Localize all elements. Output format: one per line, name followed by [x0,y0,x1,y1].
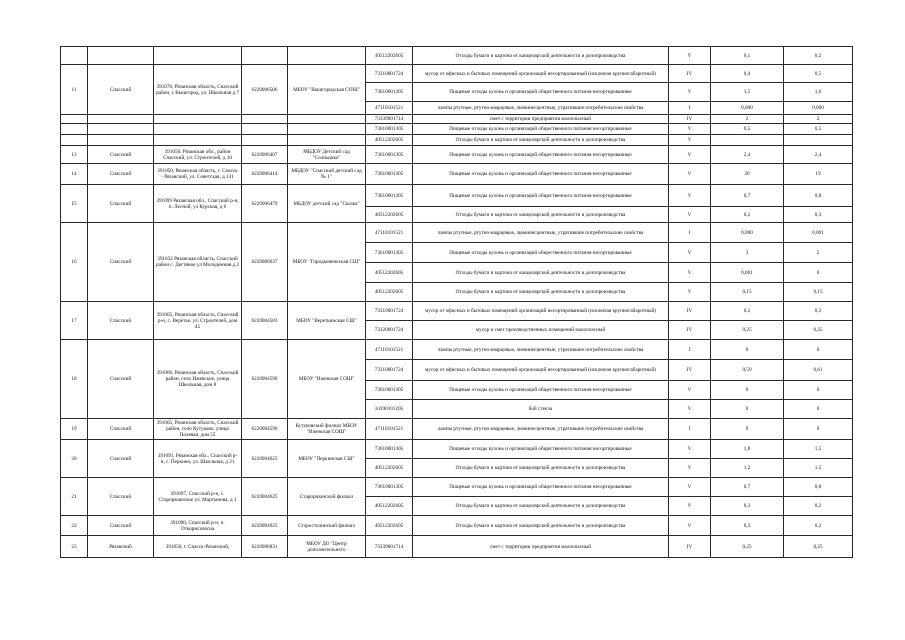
hazard-class-cell: I [669,340,711,360]
fkko-code-cell: 47110101521 [366,340,413,360]
value-1-cell: 1,5 [711,83,784,102]
hazard-class-cell: IV [669,65,711,83]
table-row [61,65,853,83]
value-2-cell: 0,5 [784,65,853,83]
district-cell [88,135,154,146]
hazard-class-cell: V [669,400,711,419]
value-2-cell: 0,25 [784,321,853,340]
waste-name-cell: Отходы бумаги и картона от канцелярской деятельности и делопроизводства [413,497,669,516]
hazard-class-cell: IV [669,321,711,340]
table-row [61,47,853,65]
waste-name-cell: лампы ртутные, ртутно-кварцевые, люминесцентные, утратившие потребительские свойства [413,419,669,440]
waste-name-cell: лампы ртутные, ртутно-кварцевые, люминесцентные, утратившие потребительские свойства [413,223,669,243]
fkko-code-cell: 40512202605 [366,135,413,146]
row-number-cell: 23 [61,536,88,558]
waste-name-cell: Отходы бумаги и картона от канцелярской деятельности и делопроизводства [413,283,669,302]
fkko-code-cell: 47110101521 [366,419,413,440]
value-1-cell: 0,25 [711,536,784,558]
fkko-code-cell: 73610001305 [366,124,413,135]
value-1-cell: 0,001 [711,263,784,283]
row-number-cell: 14 [61,164,88,185]
fkko-code-cell: 73310001724 [366,65,413,83]
value-2-cell: 0,61 [784,360,853,381]
value-1-cell: 0 [711,400,784,419]
district-cell: Спасский [88,340,154,419]
fkko-code-cell: 73610001305 [366,185,413,207]
row-number-cell: 13 [61,146,88,164]
district-cell: Спасский [88,185,154,223]
address-cell: 391032 Рязанская область, Спасский район с. Дегтяное ул Молодежная д 2 [154,223,242,302]
address-cell [154,115,242,124]
address-cell [154,47,242,65]
table-row [61,115,853,124]
fkko-code-cell: 73310001724 [366,360,413,381]
waste-name-cell: Пищевые отходы кухонь и организаций общественного питания несортированные [413,83,669,102]
fkko-code-cell: 73610001305 [366,381,413,400]
inn-cell: 6220004625 [242,440,288,478]
hazard-class-cell: V [669,381,711,400]
hazard-class-cell: V [669,164,711,185]
fkko-code-cell: 47110101521 [366,102,413,115]
fkko-code-cell: 40512202605 [366,207,413,223]
value-1-cell: 2,4 [711,146,784,164]
district-cell: Спасский [88,223,154,302]
waste-name-cell: Отходы бумаги и картона от канцелярской деятельности и делопроизводства [413,263,669,283]
inn-cell: 6220004625 [242,478,288,516]
table-row [61,164,853,185]
fkko-code-cell: 40512202605 [366,263,413,283]
waste-name-cell: Пищевые отходы кухонь и организаций общественного питания несортированные [413,243,669,263]
hazard-class-cell: V [669,497,711,516]
row-number-cell: 21 [61,478,88,516]
value-1-cell: 0,4 [711,65,784,83]
inn-cell: 6220006506 [242,65,288,115]
waste-name-cell: Отходы бумаги и картона от канцелярской деятельности и делопроизводства [413,47,669,65]
value-1-cell: 0,15 [711,283,784,302]
waste-name-cell: Пищевые отходы кухонь и организаций общественного питания несортированные [413,124,669,135]
organization-cell [288,124,366,135]
fkko-code-cell: 40512202605 [366,516,413,536]
inn-cell [242,135,288,146]
district-cell: Спасский [88,516,154,536]
value-1-cell: 0,2 [711,207,784,223]
inn-cell: 6220006479 [242,185,288,223]
inn-cell [242,47,288,65]
fkko-code-cell: 73310001724 [366,302,413,321]
waste-name-cell: бой стекла [413,400,669,419]
organization-cell: МБДОУ "Спасский детский сад № 1" [288,164,366,185]
organization-cell [288,115,366,124]
organization-cell: Кутуковский филиал МБОУ "Ижевская СОШ" [288,419,366,440]
value-2-cell: 0,2 [784,497,853,516]
row-number-cell: 19 [61,419,88,440]
value-1-cell: 0,25 [711,321,784,340]
row-number-cell [61,47,88,65]
table-row [61,340,853,360]
hazard-class-cell: V [669,283,711,302]
inn-cell: 6220006831 [242,536,288,558]
waste-name-cell: лампы ртутные, ртутно-кварцевые, люминесцентные, утратившие потребительские свойства [413,340,669,360]
address-cell: 391050, Рязанская область, г. Спасск - Рязанский, ул. Советская, д 131 [154,164,242,185]
organization-cell [288,135,366,146]
table-row [61,223,853,243]
organization-cell: МБОУ "Перкинская СШ" [288,440,366,478]
value-2-cell: 0,2 [784,516,853,536]
table-row [61,516,853,536]
value-2-cell: 1,5 [784,459,853,478]
district-cell [88,124,154,135]
fkko-code-cell: 73610001305 [366,440,413,459]
value-2-cell: 2 [784,243,853,263]
table-row [61,478,853,497]
fkko-code-cell: 73339001714 [366,115,413,124]
organization-cell: МБОУ ДО "Центр дополнительного [288,536,366,558]
value-2-cell: 0,15 [784,283,853,302]
district-cell: Рязанский [88,536,154,558]
fkko-code-cell: 40512202605 [366,497,413,516]
value-1-cell: 0 [711,340,784,360]
inn-cell: 6220006414 [242,164,288,185]
inn-cell: 6220004590 [242,419,288,440]
value-1-cell: 0,59 [711,360,784,381]
value-1-cell: 0,2 [711,302,784,321]
waste-name-cell: Пищевые отходы кухонь и организаций общественного питания несортированные [413,146,669,164]
waste-name-cell: Пищевые отходы кухонь и организаций общественного питания несортированные [413,185,669,207]
district-cell: Спасский [88,146,154,164]
table-row [61,419,853,440]
table-row [61,536,853,558]
hazard-class-cell: V [669,459,711,478]
table-row [61,124,853,135]
address-cell: 391091, Рязанская обл., Спасский р-н, с. Перкино, ул. Школьная, д 21 [154,440,242,478]
fkko-code-cell: 40512202605 [366,283,413,302]
row-number-cell: 18 [61,340,88,419]
table-row [61,302,853,321]
address-cell [154,124,242,135]
inn-cell: 6220006407 [242,146,288,164]
address-cell: 391065, Рязанская область, Спасский район, село Кутуково, улица Полевая, дом 55 [154,419,242,440]
value-2-cell: 1,5 [784,440,853,459]
waste-name-cell: смет с территории предприятия малоопасный [413,536,669,558]
row-number-cell: 11 [61,65,88,115]
row-number-cell: 22 [61,516,88,536]
inn-cell [242,124,288,135]
value-1-cell: 0,000 [711,102,784,115]
waste-name-cell: мусор от офисных и бытовых помещений организаций несортированный (исключая крупногабаритный) [413,65,669,83]
row-number-cell: 15 [61,185,88,223]
hazard-class-cell: V [669,124,711,135]
organization-cell: МБОУ "Веретьинская СШ" [288,302,366,340]
fkko-code-cell: 34190101205 [366,400,413,419]
value-2-cell: 0 [784,400,853,419]
table-row [61,185,853,207]
value-2-cell: 0 [784,381,853,400]
district-cell: Спасский [88,419,154,440]
table-row [61,440,853,459]
inn-cell: 6220004590 [242,340,288,419]
waste-name-cell: Отходы бумаги и картона от канцелярской деятельности и делопроизводства [413,207,669,223]
district-cell: Спасский [88,302,154,340]
district-cell: Спасский [88,164,154,185]
inn-cell [242,115,288,124]
waste-name-cell: Пищевые отходы кухонь и организаций общественного питания несортированные [413,164,669,185]
organization-cell: МБОУ "Ижевская СОШ" [288,340,366,419]
value-1-cell: 3 [711,243,784,263]
organization-cell: МБДОУ Детский сад "Солнышко" [288,146,366,164]
address-cell [154,135,242,146]
hazard-class-cell: V [669,185,711,207]
hazard-class-cell: IV [669,302,711,321]
value-2-cell: 2 [784,115,853,124]
value-1-cell: 1,8 [711,440,784,459]
value-1-cell: 0,3 [711,497,784,516]
value-2-cell: 19 [784,164,853,185]
hazard-class-cell: IV [669,115,711,124]
value-2-cell: 0,5 [784,124,853,135]
table-row [61,135,853,146]
hazard-class-cell: I [669,419,711,440]
row-number-cell: 16 [61,223,88,302]
fkko-code-cell: 73610001305 [366,478,413,497]
district-cell: Спасский [88,478,154,516]
district-cell: Спасский [88,440,154,478]
value-2-cell: 0,001 [784,223,853,243]
hazard-class-cell: V [669,83,711,102]
organization-cell [288,47,366,65]
value-1-cell: 0 [711,419,784,440]
fkko-code-cell: 73339001714 [366,536,413,558]
row-number-cell: 20 [61,440,88,478]
address-cell: 391097, Спасский р-н, с. Старорязанское ул. Мартынова, д 1 [154,478,242,516]
value-1-cell: 0,3 [711,516,784,536]
waste-name-cell: Отходы бумаги и картона от канцелярской деятельности и делопроизводства [413,459,669,478]
waste-name-cell: Отходы бумаги и картона от канцелярской деятельности и делопроизводства [413,135,669,146]
district-cell: Спасский [88,65,154,115]
value-1-cell: 0,7 [711,185,784,207]
value-2-cell: 2,4 [784,146,853,164]
value-2-cell: 0 [784,340,853,360]
organization-cell: МБОУ "Городковическая СШ" [288,223,366,302]
address-cell: 391066, Рязанская область, Спасский район, село Ижевское, улица Школьная, дом 8 [154,340,242,419]
waste-name-cell: Пищевые отходы кухонь и организаций общественного питания несортированные [413,381,669,400]
hazard-class-cell: I [669,223,711,243]
fkko-code-cell: 40512202605 [366,459,413,478]
value-2-cell: 0,3 [784,207,853,223]
waste-name-cell: мусор и смет производственных помещений малоопасный [413,321,669,340]
row-number-cell: 17 [61,302,88,340]
hazard-class-cell: I [669,102,711,115]
value-1-cell: 0,7 [711,478,784,497]
value-2-cell: 0,2 [784,47,853,65]
organization-cell: Старорязанский филиал [288,478,366,516]
hazard-class-cell: V [669,440,711,459]
value-2-cell: 0 [784,263,853,283]
waste-name-cell: Пищевые отходы кухонь и организаций общественного питания несортированные [413,440,669,459]
hazard-class-cell: IV [669,360,711,381]
waste-name-cell: Пищевые отходы кухонь и организаций общественного питания несортированные [413,478,669,497]
district-cell [88,115,154,124]
value-2-cell: 0,8 [784,185,853,207]
hazard-class-cell: V [669,478,711,497]
fkko-code-cell: 73610001305 [366,243,413,263]
address-cell: 391050, г. Спасск-Рязанский, [154,536,242,558]
value-1-cell: 0 [711,381,784,400]
inn-cell: 6220004925 [242,516,288,536]
row-number-cell [61,135,88,146]
organization-cell: МБОУ "Вышгородская СОШ" [288,65,366,115]
hazard-class-cell: V [669,47,711,65]
address-cell: 391099 Рязанская обл., Спасский р-н, п. Лесной, ул Курская, д 6 [154,185,242,223]
district-cell [88,47,154,65]
value-2-cell: 0,2 [784,302,853,321]
value-2-cell: 0,25 [784,536,853,558]
organization-cell: МБДОУ детский сад "Сказка" [288,185,366,223]
hazard-class-cell: V [669,243,711,263]
value-2-cell: 0 [784,419,853,440]
fkko-code-cell: 47110101521 [366,223,413,243]
hazard-class-cell: V [669,516,711,536]
value-1-cell: 2 [711,115,784,124]
waste-name-cell: смет с территории предприятия малоопасный [413,115,669,124]
address-cell: 391090, Спасский р-н, п. Откормсовхоза [154,516,242,536]
value-1-cell: 1,2 [711,459,784,478]
value-2-cell: 1,6 [784,83,853,102]
value-1-cell: 0,000 [711,223,784,243]
inn-cell: 6220004583 [242,302,288,340]
value-1-cell: 0,5 [711,124,784,135]
address-cell: 391076, Рязанская область, Спасский район, с Вышгород, ул. Школьная д 7 [154,65,242,115]
row-number-cell [61,124,88,135]
hazard-class-cell: V [669,146,711,164]
address-cell: 391050, Рязанская обл., район Спасский, ул. Строителей, д 10 [154,146,242,164]
address-cell: 391065, Рязанская область, Спасский р-н, с. Веретье, ул. Строителей, дом 45 [154,302,242,340]
fkko-code-cell: 73610001305 [366,83,413,102]
waste-table [60,46,853,558]
fkko-code-cell: 40512202605 [366,47,413,65]
hazard-class-cell: IV [669,536,711,558]
fkko-code-cell: 73610001305 [366,146,413,164]
fkko-code-cell: 73610001305 [366,164,413,185]
table-row [61,146,853,164]
value-2-cell: 0,000 [784,102,853,115]
hazard-class-cell: V [669,135,711,146]
waste-name-cell: лампы ртутные, ртутно-кварцевые, люминесцентные, утратившие потребительские свойства [413,102,669,115]
value-1-cell: 0,1 [711,47,784,65]
waste-name-cell: Отходы бумаги и картона от канцелярской деятельности и делопроизводства [413,516,669,536]
fkko-code-cell: 73320001724 [366,321,413,340]
value-2-cell [784,135,853,146]
value-1-cell: 20 [711,164,784,185]
organization-cell: Старостолинский филиал [288,516,366,536]
row-number-cell [61,115,88,124]
hazard-class-cell: V [669,263,711,283]
waste-name-cell: мусор от офисных и бытовых помещений организаций несортированный (исключая крупногабаритный) [413,360,669,381]
waste-name-cell: мусор от офисных и бытовых помещений организаций несортированный (исключая крупногабаритный) [413,302,669,321]
value-2-cell: 0,8 [784,478,853,497]
value-1-cell [711,135,784,146]
inn-cell: 6220006037 [242,223,288,302]
hazard-class-cell: V [669,207,711,223]
